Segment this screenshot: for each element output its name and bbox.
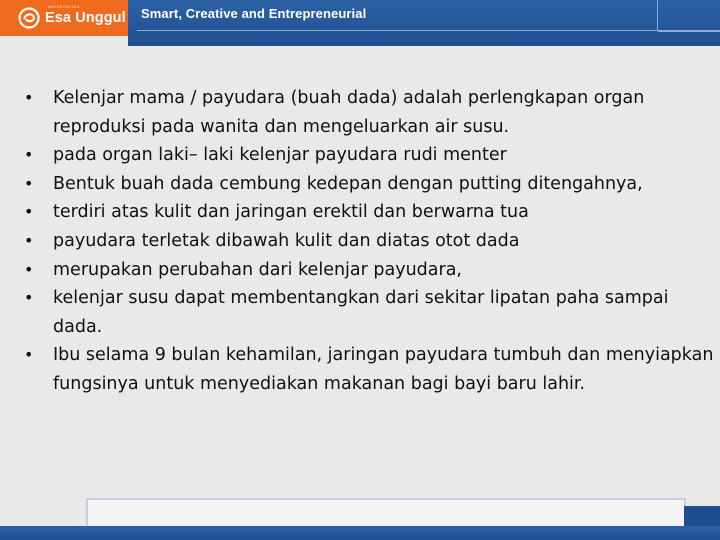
footer-frame	[86, 498, 686, 528]
university-logo	[0, 0, 128, 36]
bullet-dot-icon: •	[24, 202, 34, 222]
list-item-text: kelenjar susu dapat membentangkan dari sekitar lipatan paha sampai dada.	[53, 288, 669, 337]
list-item	[24, 256, 714, 285]
list-item-text: Ibu selama 9 bulan kehamilan, jaringan payudara tumbuh dan menyiapkan fungsinya untuk menyediakan makanan bagi bayi baru lahir.	[53, 345, 714, 394]
list-item-text: payudara terletak dibawah kulit dan diatas otot dada	[53, 230, 520, 251]
list-item	[24, 341, 714, 398]
list-item	[24, 227, 714, 256]
list-item	[24, 284, 714, 341]
list-item	[24, 84, 714, 141]
logo-text	[45, 4, 126, 26]
header-divider	[658, 30, 720, 32]
footer-tab	[684, 506, 720, 526]
bullet-dot-icon: •	[24, 345, 34, 365]
list-item-text: terdiri atas kulit dan jaringan erektil dan berwarna tua	[53, 202, 529, 223]
bullet-dot-icon: •	[24, 259, 34, 279]
list-item	[24, 198, 714, 227]
logo-small-text: UNIVERSITAS	[48, 4, 80, 9]
list-item-text: pada organ laki– laki kelenjar payudara rudi menter	[53, 145, 507, 166]
header-gap	[0, 36, 128, 46]
bullet-dot-icon: •	[24, 288, 34, 308]
bullet-dot-icon: •	[24, 88, 34, 107]
list-item-text: merupakan perubahan dari kelenjar payudara,	[53, 259, 462, 280]
bullet-dot-icon: •	[24, 230, 34, 250]
list-item-text: Bentuk buah dada cembung kedepan dengan putting ditengahnya,	[53, 173, 643, 194]
tagline: Smart, Creative and Entrepreneurial	[141, 6, 367, 21]
globe-swirl-icon	[18, 7, 40, 29]
list-item	[24, 141, 714, 170]
list-item	[24, 170, 714, 199]
list-item-text: Kelenjar mama / payudara (buah dada) adalah perlengkapan organ reproduksi pada wanita dan mengeluarkan air susu.	[53, 88, 645, 137]
bullet-list	[24, 84, 714, 399]
footer-bar	[0, 526, 720, 540]
logo-name: Esa Unggul	[45, 10, 126, 26]
bullet-dot-icon: •	[24, 145, 34, 165]
bullet-dot-icon: •	[24, 173, 34, 193]
